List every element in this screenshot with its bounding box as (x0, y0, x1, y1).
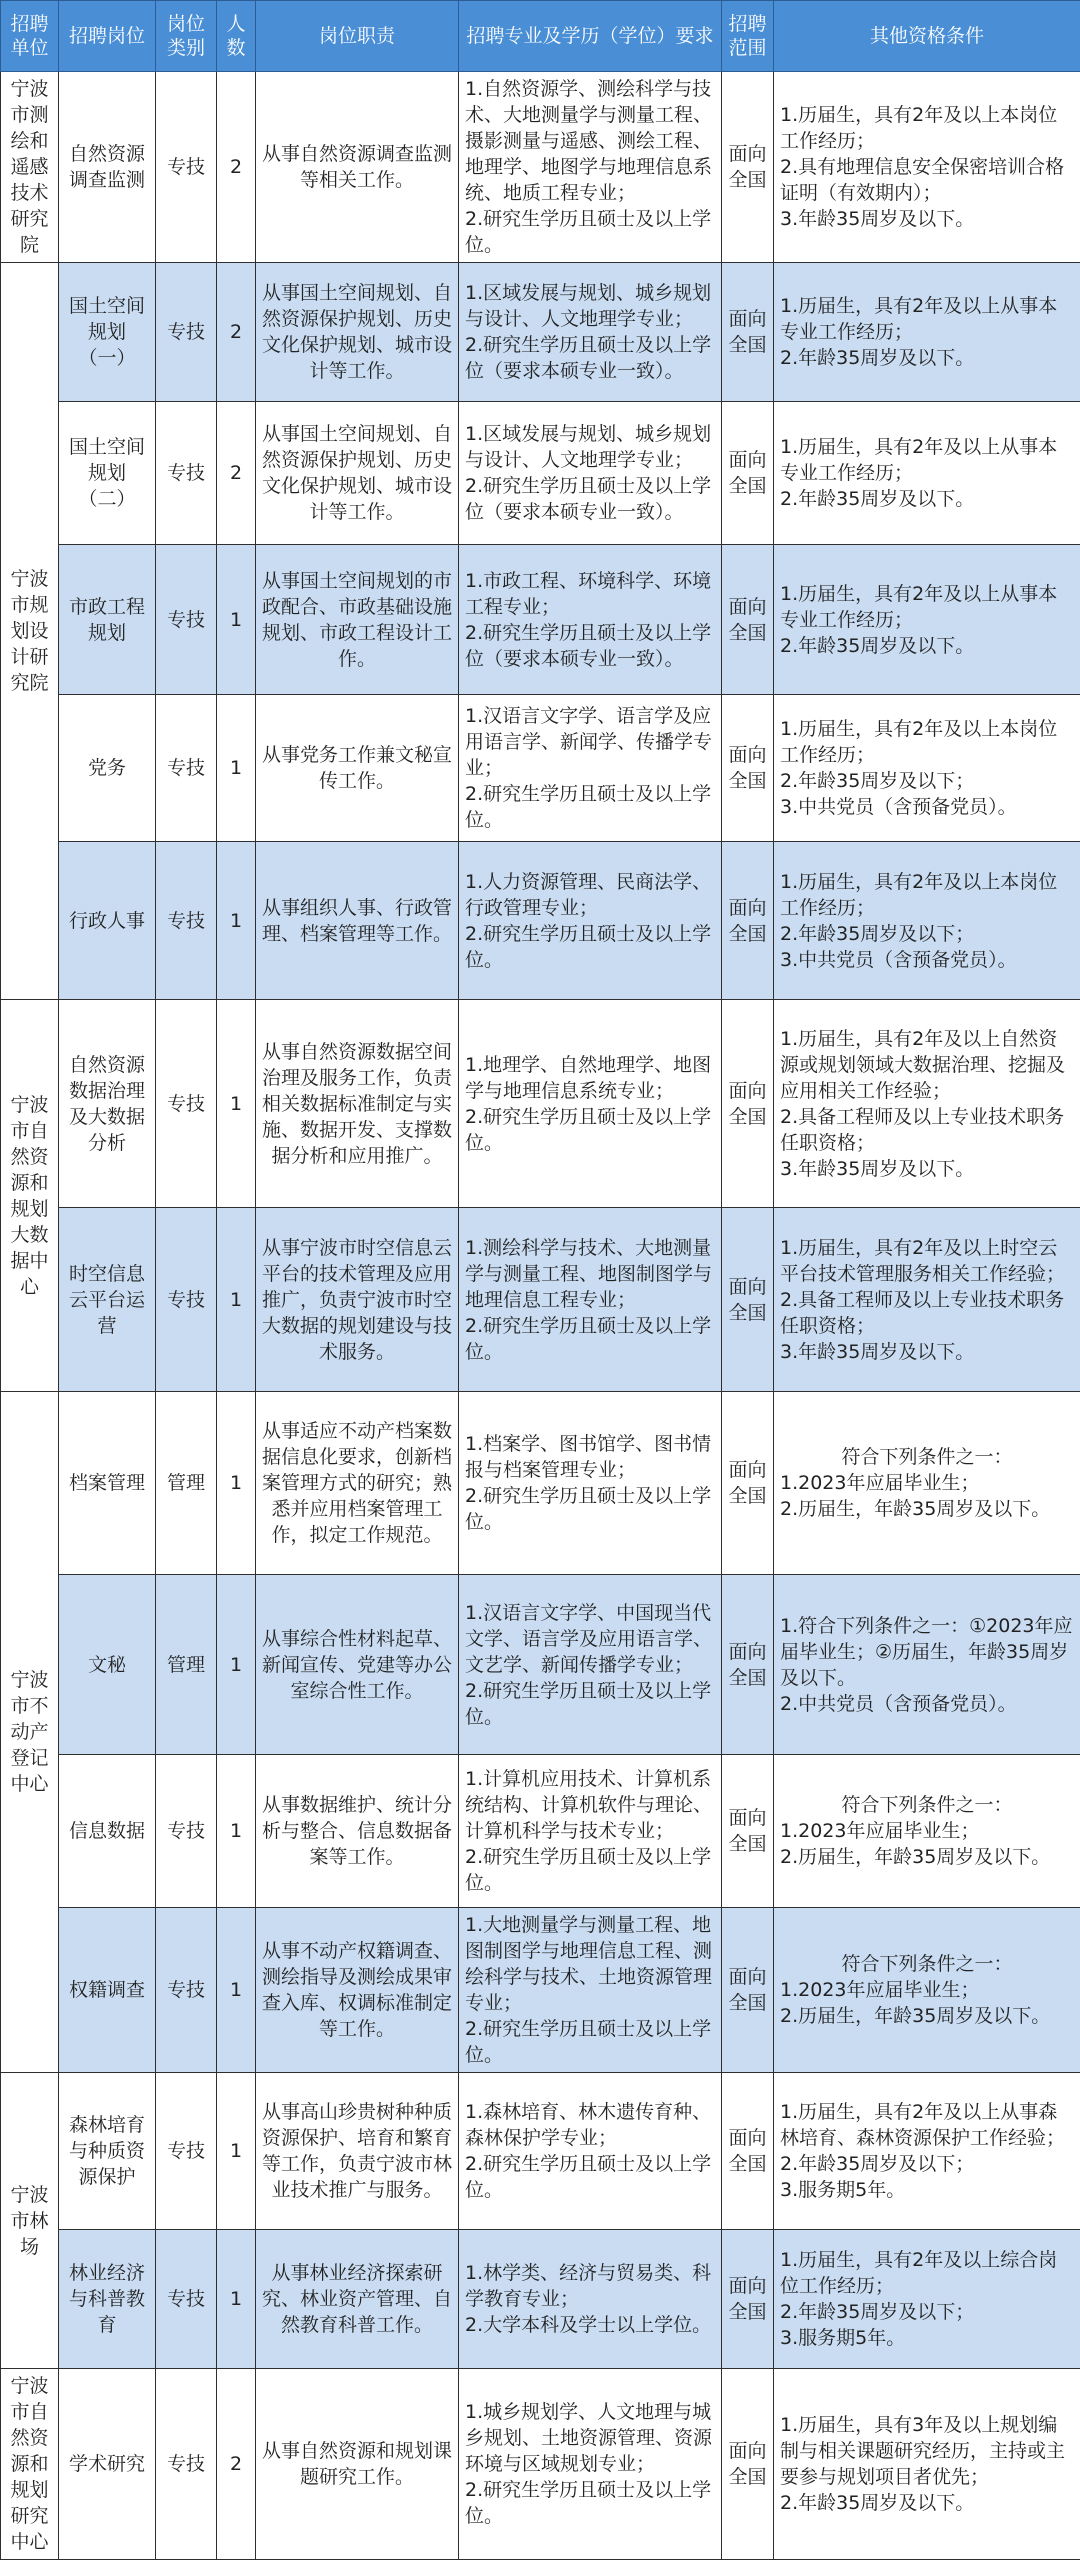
table-row (1, 1208, 1080, 1392)
requirement-line: 2.研究生学历且硕士及以上学位（要求本硕专业一致）。 (465, 620, 715, 672)
qualifications-cell (774, 842, 1080, 1000)
requirement-line: 2.研究生学历且硕士及以上学位。 (465, 921, 715, 973)
category-cell: 专技 (156, 1755, 217, 1908)
category-cell: 专技 (156, 1000, 217, 1208)
qualification-line: 2.年龄35周岁及以下； (780, 921, 1074, 947)
category-cell: 专技 (156, 2230, 217, 2369)
unit-cell: 宁波市不动产登记中心 (1, 1392, 59, 2073)
qualification-line: 1.历届生，具有2年及以上自然资源或规划领域大数据治理、挖掘及应用相关工作经验； (780, 1026, 1074, 1104)
requirement-line: 2.研究生学历且硕士及以上学位。 (465, 2477, 715, 2529)
qualification-line: 2.历届生，年龄35周岁及以下。 (780, 2003, 1074, 2029)
requirement-line: 2.研究生学历且硕士及以上学位。 (465, 1313, 715, 1365)
duty-cell: 从事自然资源数据空间治理及服务工作，负责相关数据标准制定与实施、数据开发、支撑数据分析和应用推广。 (256, 1000, 459, 1208)
category-cell: 专技 (156, 695, 217, 842)
qualification-line: 2.年龄35周岁及以下。 (780, 633, 1074, 659)
duty-cell: 从事林业经济探索研究、林业资产管理、自然教育科普工作。 (256, 2230, 459, 2369)
position-cell: 权籍调查 (59, 1908, 156, 2073)
qualification-line: 3.中共党员（含预备党员）。 (780, 794, 1074, 820)
unit-cell: 宁波市自然资源和规划大数据中心 (1, 1000, 59, 1392)
qualification-line: 1.历届生，具有2年及以上从事森林培育、森林资源保护工作经验； (780, 2099, 1074, 2151)
scope-cell: 面向全国 (722, 1755, 774, 1908)
qualification-line: 2.具有地理信息安全保密培训合格证明（有效期内）； (780, 154, 1074, 206)
qualification-line: 2.中共党员（含预备党员）。 (780, 1691, 1074, 1717)
header-qualifications: 其他资格条件 (774, 1, 1080, 72)
table-row (1, 545, 1080, 695)
position-cell: 档案管理 (59, 1392, 156, 1575)
table-row (1, 2230, 1080, 2369)
table-row (1, 695, 1080, 842)
qualification-line: 2.具备工程师及以上专业技术职务任职资格； (780, 1104, 1074, 1156)
requirement-line: 1.地理学、自然地理学、地图学与地理信息系统专业； (465, 1052, 715, 1104)
category-cell: 专技 (156, 545, 217, 695)
qualifications-cell (774, 1908, 1080, 2073)
count-cell: 1 (217, 1755, 256, 1908)
position-cell: 森林培育与种质资源保护 (59, 2073, 156, 2230)
scope-cell: 面向全国 (722, 695, 774, 842)
qualification-line: 1.历届生，具有2年及以上综合岗位工作经历； (780, 2247, 1074, 2299)
category-cell: 专技 (156, 72, 217, 263)
requirements-cell (459, 263, 722, 402)
position-cell: 自然资源调查监测 (59, 72, 156, 263)
requirements-cell (459, 842, 722, 1000)
requirement-line: 2.研究生学历且硕士及以上学位。 (465, 2151, 715, 2203)
duty-cell: 从事适应不动产档案数据信息化要求，创新档案管理方式的研究；熟悉并应用档案管理工作，拟定工作规范。 (256, 1392, 459, 1575)
scope-cell: 面向全国 (722, 2369, 774, 2560)
qualification-line: 1.历届生，具有2年及以上从事本专业工作经历； (780, 581, 1074, 633)
requirement-line: 2.研究生学历且硕士及以上学位。 (465, 206, 715, 258)
requirement-line: 1.测绘科学与技术、大地测量学与测量工程、地图制图学与地理信息工程专业； (465, 1235, 715, 1313)
qualification-line: 1.历届生，具有3年及以上规划编制与相关课题研究经历，主持或主要参与规划项目者优先； (780, 2412, 1074, 2490)
scope-cell: 面向全国 (722, 263, 774, 402)
category-cell: 专技 (156, 402, 217, 545)
requirement-line: 1.自然资源学、测绘科学与技术、大地测量学与测量工程、摄影测量与遥感、测绘工程、地理学、地图学与地理信息系统、地质工程专业； (465, 76, 715, 206)
count-cell: 1 (217, 2073, 256, 2230)
category-cell: 专技 (156, 842, 217, 1000)
requirement-line: 1.大地测量学与测量工程、地图制图学与地理信息工程、测绘科学与技术、土地资源管理专业； (465, 1912, 715, 2016)
requirements-cell (459, 402, 722, 545)
requirement-line: 2.研究生学历且硕士及以上学位。 (465, 1104, 715, 1156)
qualification-line: 2.年龄35周岁及以下。 (780, 2490, 1074, 2516)
table-row (1, 1755, 1080, 1908)
count-cell: 2 (217, 263, 256, 402)
requirements-cell (459, 2369, 722, 2560)
requirement-line: 1.区域发展与规划、城乡规划与设计、人文地理学专业； (465, 421, 715, 473)
qualification-line: 1.历届生，具有2年及以上本岗位工作经历； (780, 716, 1074, 768)
table-row (1, 1000, 1080, 1208)
requirements-cell (459, 545, 722, 695)
count-cell: 1 (217, 842, 256, 1000)
qualification-line: 2.年龄35周岁及以下； (780, 2151, 1074, 2177)
qualification-line: 2.历届生，年龄35周岁及以下。 (780, 1844, 1074, 1870)
requirement-line: 2.大学本科及学士以上学位。 (465, 2312, 715, 2338)
position-cell: 国土空间规划（二） (59, 402, 156, 545)
count-cell: 1 (217, 695, 256, 842)
position-cell: 自然资源数据治理及大数据分析 (59, 1000, 156, 1208)
requirements-cell (459, 695, 722, 842)
category-cell: 专技 (156, 263, 217, 402)
qualification-line: 1.2023年应届毕业生； (780, 1470, 1074, 1496)
qualification-line: 3.年龄35周岁及以下。 (780, 206, 1074, 232)
requirements-cell (459, 1208, 722, 1392)
qualification-line: 1.历届生，具有2年及以上本岗位工作经历； (780, 869, 1074, 921)
table-row (1, 1575, 1080, 1755)
position-cell: 学术研究 (59, 2369, 156, 2560)
count-cell: 1 (217, 1000, 256, 1208)
table-row (1, 2073, 1080, 2230)
requirements-cell (459, 1908, 722, 2073)
requirement-line: 1.森林培育、林木遗传育种、森林保护学专业； (465, 2099, 715, 2151)
scope-cell: 面向全国 (722, 402, 774, 545)
qualification-line: 2.历届生，年龄35周岁及以下。 (780, 1496, 1074, 1522)
scope-cell: 面向全国 (722, 1208, 774, 1392)
category-cell: 专技 (156, 2369, 217, 2560)
requirement-line: 2.研究生学历且硕士及以上学位。 (465, 781, 715, 833)
duty-cell: 从事自然资源和规划课题研究工作。 (256, 2369, 459, 2560)
table-body (1, 72, 1080, 2560)
scope-cell: 面向全国 (722, 1575, 774, 1755)
requirement-line: 2.研究生学历且硕士及以上学位。 (465, 1678, 715, 1730)
qualification-line: 符合下列条件之一： (780, 1444, 1074, 1470)
qualification-line: 1.2023年应届毕业生； (780, 1977, 1074, 2003)
scope-cell: 面向全国 (722, 1908, 774, 2073)
qualification-line: 1.历届生，具有2年及以上本岗位工作经历； (780, 102, 1074, 154)
count-cell: 2 (217, 402, 256, 545)
duty-cell: 从事综合性材料起草、新闻宣传、党建等办公室综合性工作。 (256, 1575, 459, 1755)
duty-cell: 从事不动产权籍调查、测绘指导及测绘成果审查入库、权调标准制定等工作。 (256, 1908, 459, 2073)
table-row (1, 2369, 1080, 2560)
table-row (1, 1392, 1080, 1575)
requirement-line: 2.研究生学历且硕士及以上学位。 (465, 1483, 715, 1535)
scope-cell: 面向全国 (722, 72, 774, 263)
count-cell: 2 (217, 2369, 256, 2560)
requirement-line: 2.研究生学历且硕士及以上学位（要求本硕专业一致）。 (465, 332, 715, 384)
qualification-line: 2.具备工程师及以上专业技术职务任职资格； (780, 1287, 1074, 1339)
duty-cell: 从事党务工作兼文秘宣传工作。 (256, 695, 459, 842)
table-row (1, 72, 1080, 263)
duty-cell: 从事国土空间规划、自然资源保护规划、历史文化保护规划、城市设计等工作。 (256, 402, 459, 545)
qualification-line: 2.年龄35周岁及以下。 (780, 345, 1074, 371)
category-cell: 管理 (156, 1392, 217, 1575)
category-cell: 专技 (156, 1208, 217, 1392)
qualifications-cell (774, 2369, 1080, 2560)
header-requirements: 招聘专业及学历（学位）要求 (459, 1, 722, 72)
position-cell: 党务 (59, 695, 156, 842)
unit-cell: 宁波市自然资源和规划研究中心 (1, 2369, 59, 2560)
requirement-line: 1.汉语言文字学、中国现当代文学、语言学及应用语言学、文艺学、新闻传播学专业； (465, 1600, 715, 1678)
header-unit: 招聘单位 (1, 1, 59, 72)
scope-cell: 面向全国 (722, 2230, 774, 2369)
requirements-cell (459, 2230, 722, 2369)
table-row (1, 263, 1080, 402)
position-cell: 市政工程规划 (59, 545, 156, 695)
qualifications-cell (774, 1208, 1080, 1392)
qualifications-cell (774, 402, 1080, 545)
unit-cell: 宁波市规划设计研究院 (1, 263, 59, 1000)
category-cell: 管理 (156, 1575, 217, 1755)
count-cell: 1 (217, 1575, 256, 1755)
requirements-cell (459, 1575, 722, 1755)
header-row (1, 1, 1080, 72)
duty-cell: 从事数据维护、统计分析与整合、信息数据备案等工作。 (256, 1755, 459, 1908)
duty-cell: 从事自然资源调查监测等相关工作。 (256, 72, 459, 263)
qualifications-cell (774, 2073, 1080, 2230)
qualifications-cell (774, 1000, 1080, 1208)
duty-cell: 从事高山珍贵树种种质资源保护、培育和繁育等工作，负责宁波市林业技术推广与服务。 (256, 2073, 459, 2230)
count-cell: 1 (217, 2230, 256, 2369)
qualifications-cell (774, 1755, 1080, 1908)
category-cell: 专技 (156, 2073, 217, 2230)
qualification-line: 3.年龄35周岁及以下。 (780, 1156, 1074, 1182)
requirement-line: 2.研究生学历且硕士及以上学位。 (465, 2016, 715, 2068)
qualification-line: 3.年龄35周岁及以下。 (780, 1339, 1074, 1365)
requirement-line: 1.档案学、图书馆学、图书情报与档案管理专业； (465, 1431, 715, 1483)
qualification-line: 2.年龄35周岁及以下； (780, 2299, 1074, 2325)
position-cell: 国土空间规划（一） (59, 263, 156, 402)
requirement-line: 1.汉语言文字学、语言学及应用语言学、新闻学、传播学专业； (465, 703, 715, 781)
qualification-line: 符合下列条件之一： (780, 1951, 1074, 1977)
requirement-line: 1.计算机应用技术、计算机系统结构、计算机软件与理论、计算机科学与技术专业； (465, 1766, 715, 1844)
requirements-cell (459, 1755, 722, 1908)
requirement-line: 1.人力资源管理、民商法学、行政管理专业； (465, 869, 715, 921)
qualification-line: 1.历届生，具有2年及以上从事本专业工作经历； (780, 293, 1074, 345)
qualification-line: 1.2023年应届毕业生； (780, 1818, 1074, 1844)
table-row (1, 842, 1080, 1000)
scope-cell: 面向全国 (722, 842, 774, 1000)
requirement-line: 2.研究生学历且硕士及以上学位（要求本硕专业一致）。 (465, 473, 715, 525)
qualification-line: 1.符合下列条件之一：①2023年应届毕业生；②历届生，年龄35周岁及以下。 (780, 1613, 1074, 1691)
qualifications-cell (774, 2230, 1080, 2369)
qualification-line: 3.中共党员（含预备党员）。 (780, 947, 1074, 973)
scope-cell: 面向全国 (722, 545, 774, 695)
header-position: 招聘岗位 (59, 1, 156, 72)
qualifications-cell (774, 72, 1080, 263)
unit-cell: 宁波市测绘和遥感技术研究院 (1, 72, 59, 263)
requirement-line: 1.城乡规划学、人文地理与城乡规划、土地资源管理、资源环境与区域规划专业； (465, 2399, 715, 2477)
scope-cell: 面向全国 (722, 1000, 774, 1208)
scope-cell: 面向全国 (722, 1392, 774, 1575)
requirements-cell (459, 1392, 722, 1575)
position-cell: 文秘 (59, 1575, 156, 1755)
requirement-line: 1.市政工程、环境科学、环境工程专业； (465, 568, 715, 620)
position-cell: 林业经济与科普教育 (59, 2230, 156, 2369)
position-cell: 信息数据 (59, 1755, 156, 1908)
header-scope: 招聘范围 (722, 1, 774, 72)
header-duty: 岗位职责 (256, 1, 459, 72)
duty-cell: 从事国土空间规划的市政配合、市政基础设施规划、市政工程设计工作。 (256, 545, 459, 695)
qualification-line: 3.服务期5年。 (780, 2325, 1074, 2351)
category-cell: 专技 (156, 1908, 217, 2073)
table-row (1, 1908, 1080, 2073)
count-cell: 1 (217, 1208, 256, 1392)
duty-cell: 从事宁波市时空信息云平台的技术管理及应用推广，负责宁波市时空大数据的规划建设与技术服务。 (256, 1208, 459, 1392)
qualifications-cell (774, 1575, 1080, 1755)
scope-cell: 面向全国 (722, 2073, 774, 2230)
count-cell: 2 (217, 72, 256, 263)
count-cell: 1 (217, 545, 256, 695)
requirements-cell (459, 1000, 722, 1208)
qualification-line: 1.历届生，具有2年及以上从事本专业工作经历； (780, 434, 1074, 486)
position-cell: 时空信息云平台运营 (59, 1208, 156, 1392)
qualification-line: 符合下列条件之一： (780, 1792, 1074, 1818)
requirement-line: 2.研究生学历且硕士及以上学位。 (465, 1844, 715, 1896)
table-row (1, 402, 1080, 545)
requirement-line: 1.林学类、经济与贸易类、科学教育专业； (465, 2260, 715, 2312)
requirements-cell (459, 72, 722, 263)
qualifications-cell (774, 695, 1080, 842)
duty-cell: 从事国土空间规划、自然资源保护规划、历史文化保护规划、城市设计等工作。 (256, 263, 459, 402)
header-category: 岗位类别 (156, 1, 217, 72)
qualification-line: 3.服务期5年。 (780, 2177, 1074, 2203)
requirement-line: 1.区域发展与规划、城乡规划与设计、人文地理学专业； (465, 280, 715, 332)
duty-cell: 从事组织人事、行政管理、档案管理等工作。 (256, 842, 459, 1000)
qualification-line: 1.历届生，具有2年及以上时空云平台技术管理服务相关工作经验； (780, 1235, 1074, 1287)
position-cell: 行政人事 (59, 842, 156, 1000)
count-cell: 1 (217, 1392, 256, 1575)
requirements-cell (459, 2073, 722, 2230)
qualification-line: 2.年龄35周岁及以下。 (780, 486, 1074, 512)
qualifications-cell (774, 545, 1080, 695)
qualifications-cell (774, 1392, 1080, 1575)
qualifications-cell (774, 263, 1080, 402)
count-cell: 1 (217, 1908, 256, 2073)
qualification-line: 2.年龄35周岁及以下； (780, 768, 1074, 794)
header-count: 人数 (217, 1, 256, 72)
unit-cell: 宁波市林场 (1, 2073, 59, 2369)
